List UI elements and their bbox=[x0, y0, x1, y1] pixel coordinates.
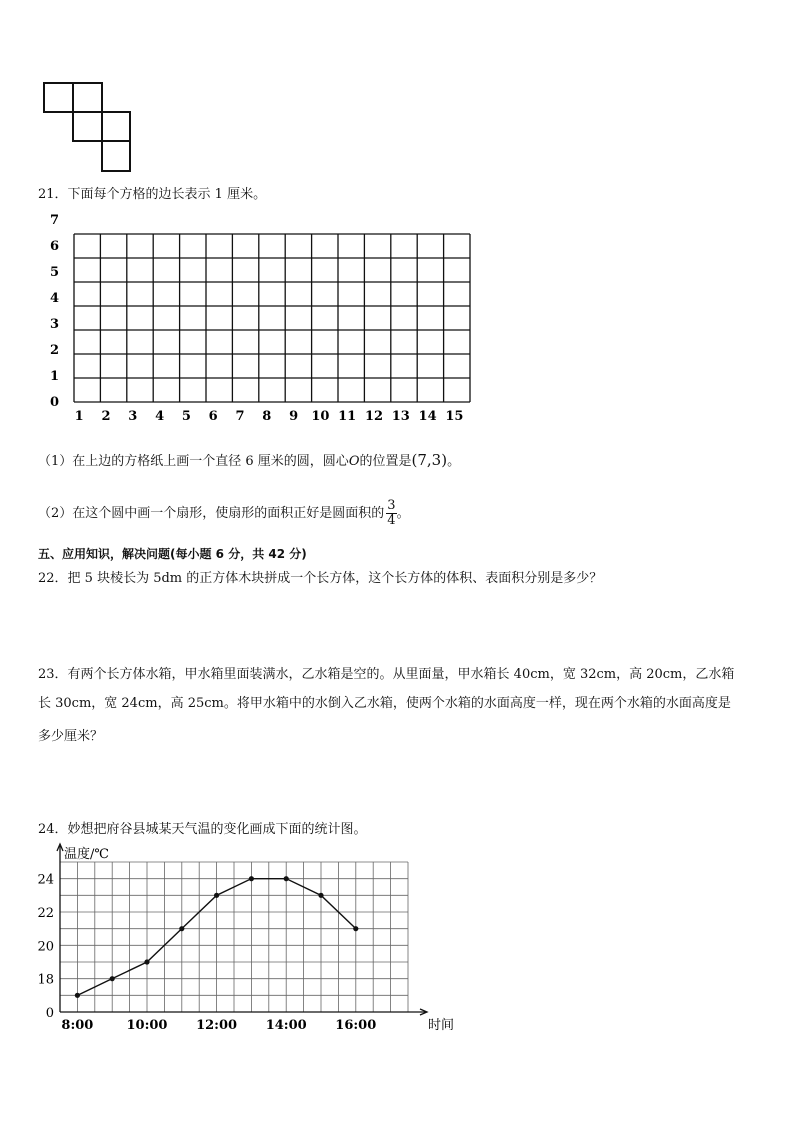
x-tick-label: 16:00 bbox=[335, 1018, 377, 1033]
x-tick-label: 8:00 bbox=[61, 1018, 94, 1033]
x-tick-label: 10:00 bbox=[126, 1018, 168, 1033]
fraction-denominator: 4 bbox=[387, 513, 396, 528]
grid-y-label: 4 bbox=[50, 291, 60, 306]
net-square bbox=[73, 112, 102, 141]
sub1-mid: 的位置是 bbox=[359, 454, 412, 469]
grid-x-label: 8 bbox=[262, 409, 272, 424]
grid-x-label: 10 bbox=[311, 409, 330, 424]
q23-line3: 多少厘米？ bbox=[38, 729, 104, 744]
grid-y-label: 1 bbox=[50, 369, 60, 384]
data-point bbox=[179, 926, 184, 931]
data-point bbox=[75, 993, 80, 998]
q23-line2: 长 30cm，宽 24cm，高 25cm。将甲水箱中的水倒入乙水箱，使两个水箱的水面高度一样，现在两个水箱的水面高度是 bbox=[38, 696, 731, 711]
sub1-coord: (7,3) bbox=[411, 451, 448, 469]
sub1-var: O bbox=[348, 454, 360, 469]
q24-text: 24．妙想把府谷县城某天气温的变化画成下面的统计图。 bbox=[38, 822, 367, 837]
grid-x-label: 3 bbox=[128, 409, 138, 424]
x-tick-label: 12:00 bbox=[196, 1018, 238, 1033]
y-tick-label: 18 bbox=[37, 972, 54, 988]
grid-y-label: 5 bbox=[50, 265, 60, 280]
sub1-end: 。 bbox=[447, 454, 461, 469]
q21-sub2 bbox=[38, 496, 410, 532]
y-tick-label: 0 bbox=[45, 1006, 54, 1021]
grid-x-label: 7 bbox=[235, 409, 245, 424]
q21-title: 21．下面每个方格的边长表示 1 厘米。 bbox=[38, 187, 267, 202]
data-point bbox=[110, 976, 115, 981]
data-point bbox=[144, 959, 149, 964]
data-point bbox=[318, 893, 323, 898]
grid-x-label: 12 bbox=[364, 409, 384, 424]
sub2-prefix: （2）在这个圆中画一个扇形，使扇形的面积正好是圆面积的 bbox=[38, 506, 385, 521]
temperature-line-chart bbox=[30, 840, 455, 1040]
grid-x-label: 4 bbox=[155, 409, 165, 424]
section-heading: 五、应用知识，解决问题(每小题 6 分，共 42 分) bbox=[38, 547, 307, 561]
x-axis-label: 时间 bbox=[428, 1018, 455, 1033]
grid-x-label: 2 bbox=[101, 409, 111, 424]
q23-line1: 23．有两个长方体水箱，甲水箱里面装满水，乙水箱是空的。从里面量，甲水箱长 40cm，宽 32cm，高 20cm，乙水箱 bbox=[38, 667, 735, 682]
grid-x-label: 14 bbox=[418, 409, 437, 424]
grid-y-label: 7 bbox=[50, 213, 60, 228]
y-tick-label: 22 bbox=[37, 906, 54, 921]
q22-text: 22．把 5 块棱长为 5dm 的正方体木块拼成一个长方体，这个长方体的体积、表面积分别是多少？ bbox=[38, 571, 603, 586]
sub1-prefix: （1）在上边的方格纸上画一个直径 6 厘米的圆，圆心 bbox=[38, 454, 349, 469]
grid-x-label: 6 bbox=[208, 409, 218, 424]
grid-y-label: 0 bbox=[50, 395, 60, 410]
q21-grid bbox=[40, 213, 490, 427]
grid-x-label: 15 bbox=[445, 409, 464, 424]
y-tick-label: 24 bbox=[37, 872, 54, 888]
fraction-numerator: 3 bbox=[387, 498, 396, 513]
y-tick-label: 20 bbox=[37, 939, 54, 955]
fraction-three-quarters bbox=[386, 499, 396, 528]
net-square bbox=[102, 112, 130, 141]
sub2-end: 。 bbox=[396, 506, 410, 521]
data-point bbox=[284, 876, 289, 881]
net-square bbox=[102, 141, 130, 171]
grid-x-label: 13 bbox=[391, 409, 410, 424]
y-axis-label: 温度/℃ bbox=[64, 847, 109, 862]
cube-net-figure bbox=[40, 80, 140, 175]
grid-x-label: 5 bbox=[181, 409, 191, 424]
net-square bbox=[73, 83, 102, 112]
grid-x-label: 11 bbox=[338, 409, 357, 424]
q21-sub1 bbox=[38, 451, 460, 471]
grid-x-label: 1 bbox=[74, 409, 84, 424]
data-point bbox=[249, 876, 254, 881]
data-point bbox=[353, 926, 358, 931]
data-point bbox=[214, 893, 219, 898]
grid-x-label: 9 bbox=[289, 409, 299, 424]
x-tick-label: 14:00 bbox=[265, 1018, 307, 1033]
grid-y-label: 3 bbox=[50, 317, 60, 332]
grid-y-label: 6 bbox=[50, 239, 60, 254]
net-square bbox=[44, 83, 73, 112]
grid-y-label: 2 bbox=[50, 343, 60, 358]
